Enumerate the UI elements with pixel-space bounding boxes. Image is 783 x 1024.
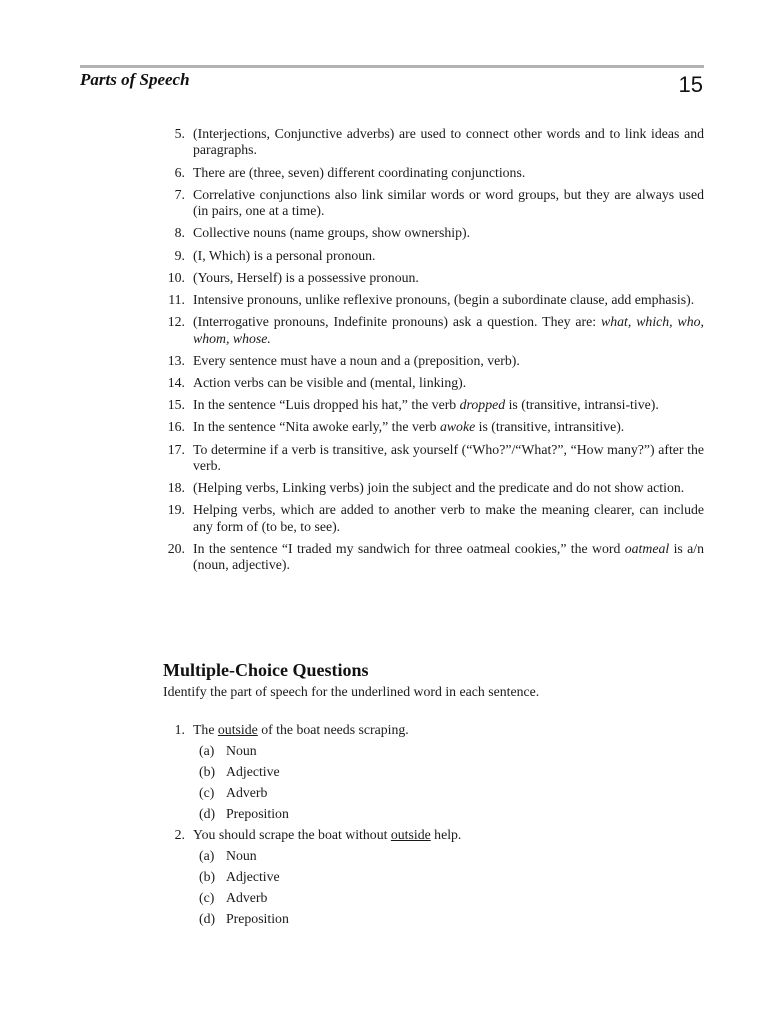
statement-item (163, 248, 704, 264)
option-letter: (a) (199, 743, 215, 758)
option-letter: (d) (199, 806, 216, 821)
text-run: Every sentence must have a noun and a (preposition, verb). (193, 352, 520, 368)
answer-option (193, 803, 704, 824)
text-run: Helping verbs, which are added to another verb to make the meaning clearer, can include any form of (to be, to see). (193, 502, 704, 534)
option-letter: (c) (199, 890, 215, 905)
option-letter: (a) (199, 848, 215, 863)
header-rule (80, 65, 704, 68)
answer-options (193, 845, 704, 929)
question-item (163, 824, 704, 929)
page-number: 15 (678, 72, 703, 97)
statement-item (163, 187, 704, 220)
statement-item (163, 541, 704, 574)
text-run: (I, Which) is a personal pronoun. (193, 247, 376, 263)
underlined-word: outside (390, 827, 431, 842)
item-number: 5. (174, 126, 185, 141)
item-number: 8. (174, 225, 185, 241)
text-run: (Interrogative pronouns, Indefinite pronouns) ask a question. They are: (193, 314, 602, 330)
statement-item (163, 480, 704, 496)
option-text: Preposition (226, 911, 289, 926)
text-run: (Yours, Herself) is a possessive pronoun. (193, 269, 419, 285)
italic-term: dropped (459, 397, 506, 413)
text-run: is (transitive, intransitive). (475, 419, 625, 435)
statement-item (163, 126, 704, 159)
statement-item (163, 292, 704, 308)
text-run: In the sentence “I traded my sandwich for three oatmeal cookies,” the word (193, 541, 625, 557)
text-run: Intensive pronouns, unlike reflexive pronouns, (begin a subordinate clause, add emphasis). (193, 292, 695, 308)
item-number: 16. (167, 419, 185, 435)
option-text: Noun (226, 848, 257, 863)
statement-item (163, 397, 704, 413)
statement-item (163, 225, 704, 241)
question-number: 2. (174, 827, 185, 842)
option-text: Adverb (226, 785, 268, 800)
statement-item (163, 353, 704, 369)
section-instructions: Identify the part of speech for the underlined word in each sentence. (163, 684, 540, 699)
text-run: In the sentence “Luis dropped his hat,” the verb (193, 397, 460, 413)
text-run: To determine if a verb is transitive, ask yourself (“Who?”/“What?”, “How many?”) after the verb. (193, 441, 704, 474)
underlined-word: outside (217, 722, 258, 737)
text-run: help. (430, 827, 462, 842)
answer-option (193, 908, 704, 929)
text-run: Collective nouns (name groups, show ownership). (193, 225, 471, 241)
text-run: Correlative conjunctions also link similar words or word groups, but they are always used (in pairs, one at a time). (193, 186, 704, 219)
item-number: 10. (167, 269, 185, 285)
question-item (163, 719, 704, 824)
item-number: 15. (167, 397, 185, 413)
answer-option (193, 761, 704, 782)
item-number: 6. (174, 164, 185, 180)
answer-option (193, 866, 704, 887)
item-number: 11. (168, 292, 185, 308)
item-number: 20. (167, 541, 185, 557)
italic-term: awoke (439, 419, 476, 435)
italic-term: what, which, who, whom, whose. (193, 314, 704, 346)
item-number: 7. (174, 186, 185, 202)
text-run: is (transitive, intransi-tive). (505, 397, 659, 413)
item-number: 17. (167, 441, 185, 457)
option-text: Noun (226, 743, 257, 758)
section-heading: Multiple-Choice Questions (163, 660, 369, 680)
option-letter: (c) (199, 785, 215, 800)
text-run: Action verbs can be visible and (mental, linking). (193, 375, 467, 391)
multiple-choice-list (163, 719, 704, 929)
answer-option (193, 740, 704, 761)
answer-option (193, 887, 704, 908)
statement-list (163, 126, 704, 580)
statement-item (163, 419, 704, 435)
option-letter: (d) (199, 911, 216, 926)
statement-item (163, 502, 704, 535)
question-stem (193, 719, 704, 740)
running-title: Parts of Speech (80, 70, 190, 89)
text-run: There are (three, seven) different coordinating conjunctions. (193, 164, 526, 180)
answer-options (193, 740, 704, 824)
answer-option (193, 845, 704, 866)
italic-term: oatmeal (624, 541, 670, 557)
text-run: (Interjections, Conjunctive adverbs) are used to connect other words and to link ideas and paragraphs. (193, 126, 704, 158)
option-letter: (b) (199, 869, 216, 884)
text-run: is a/n (noun, adjective). (193, 541, 704, 573)
option-text: Preposition (226, 806, 289, 821)
statement-item (163, 270, 704, 286)
text-run: of the boat needs scraping. (257, 722, 409, 737)
item-number: 9. (174, 247, 185, 263)
option-letter: (b) (199, 764, 216, 779)
option-text: Adjective (226, 764, 280, 779)
statement-item (163, 442, 704, 475)
statement-item (163, 375, 704, 391)
statement-item (163, 314, 704, 347)
option-text: Adverb (226, 890, 268, 905)
text-run: In the sentence “Nita awoke early,” the verb (193, 419, 440, 435)
item-number: 13. (167, 352, 185, 368)
answer-option (193, 782, 704, 803)
item-number: 18. (167, 480, 185, 496)
option-text: Adjective (226, 869, 280, 884)
text-run: You should scrape the boat without (193, 827, 391, 842)
item-number: 19. (167, 502, 185, 518)
item-number: 14. (167, 375, 185, 391)
item-number: 12. (167, 314, 185, 330)
question-stem (193, 824, 704, 845)
text-run: (Helping verbs, Linking verbs) join the subject and the predicate and do not show action. (193, 480, 685, 496)
statement-item (163, 165, 704, 181)
text-run: The (193, 722, 218, 737)
question-number: 1. (174, 722, 185, 737)
